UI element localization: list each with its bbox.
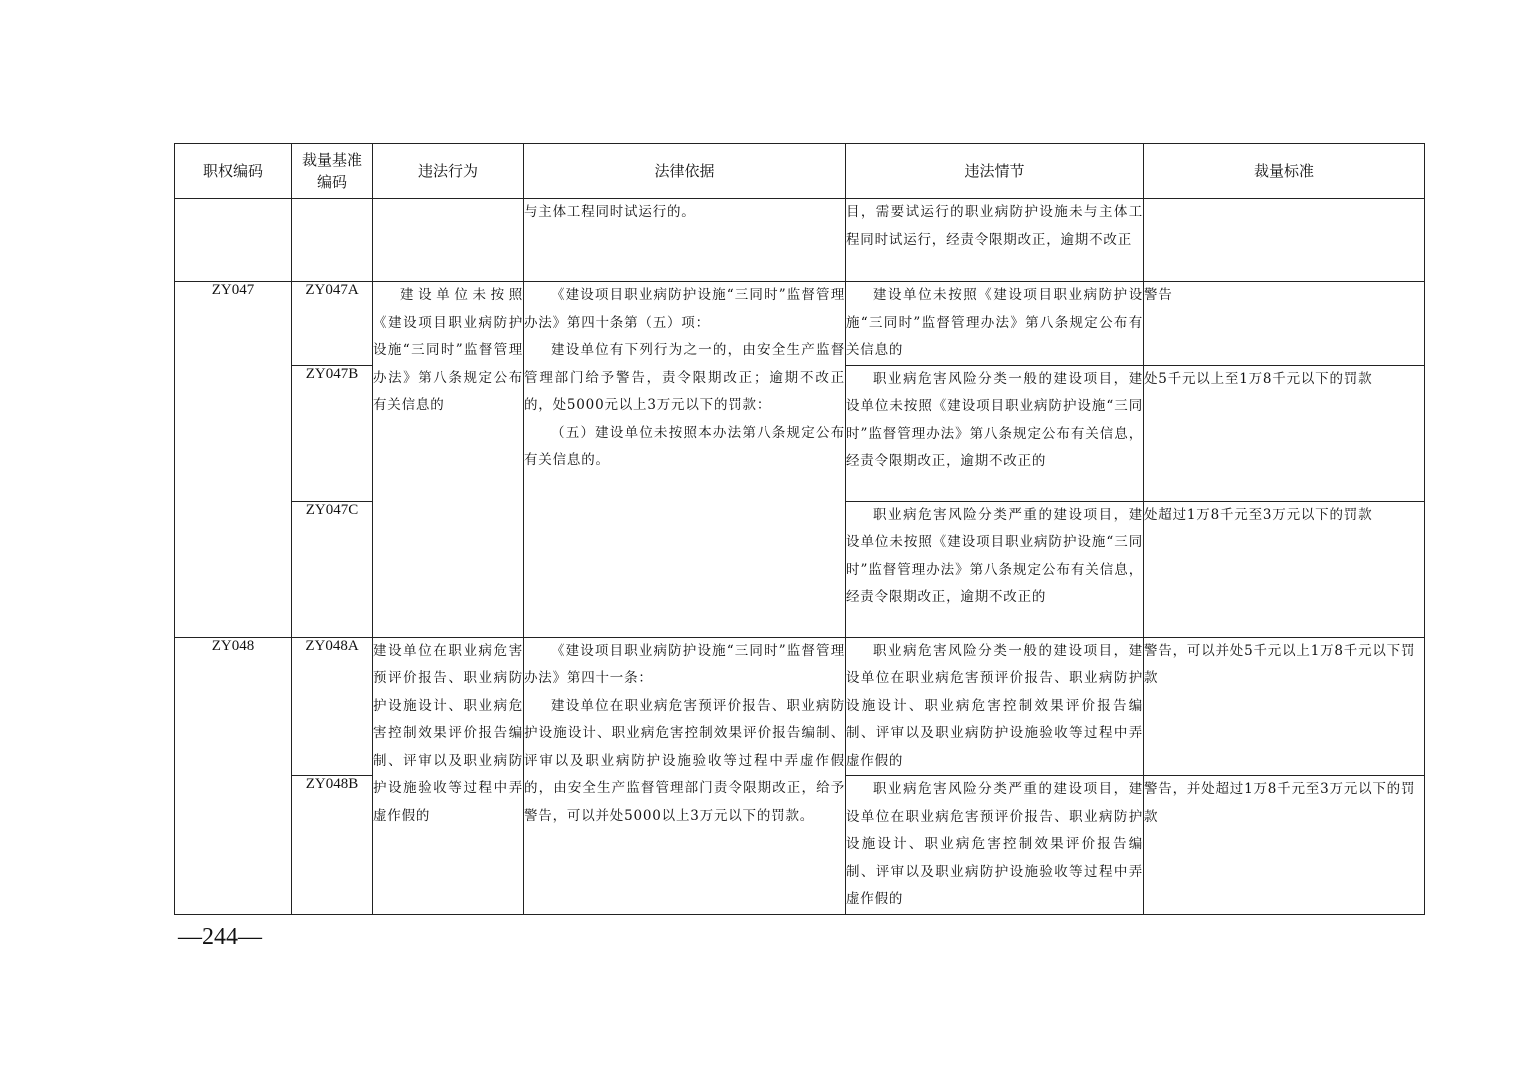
benchmark-code-cell: ZY047C [292, 501, 373, 637]
table-row [175, 282, 1425, 366]
standard-cell: 警告，并处超过1万8千元至3万元以下的罚款 [1144, 776, 1425, 915]
header-legal-basis: 法律依据 [524, 144, 846, 199]
table-row [175, 199, 1425, 282]
legal-basis-cell: 与主体工程同时试运行的。 [524, 199, 846, 282]
cell-empty [1144, 199, 1425, 282]
cell-empty [373, 199, 524, 282]
header-authority-code: 职权编码 [175, 144, 292, 199]
circumstance-cell [846, 365, 1144, 501]
header-row [175, 144, 1425, 199]
circumstance-text: 职业病危害风险分类严重的建设项目，建设单位未按照《建设项目职业病防护设施“三同时”监督管理办法》第八条规定公布有关信息，经责令限期改正，逾期不改正的 [846, 506, 1143, 605]
table-row [175, 637, 1425, 776]
page-number: —244— [178, 924, 262, 950]
header-standard: 裁量标准 [1144, 144, 1425, 199]
circumstance-cell [846, 637, 1144, 776]
circumstance-cell [846, 776, 1144, 915]
legal-basis-para: 建设单位在职业病危害预评价报告、职业病防护设施设计、职业病危害控制效果评价报告编制、评审以及职业病防护设施验收等过程中弄虚作假的，由安全生产监督管理部门责令限期改正，给予警告，可以并处5000以上3万元以下的罚款。 [524, 697, 845, 824]
benchmark-code-cell: ZY048B [292, 776, 373, 915]
circumstance-text: 职业病危害风险分类一般的建设项目，建设单位在职业病危害预评价报告、职业病防护设施设计、职业病危害控制效果评价报告编制、评审以及职业病防护设施验收等过程中弄虚作假的 [846, 642, 1143, 769]
circumstance-text: 职业病危害风险分类严重的建设项目，建设单位在职业病危害预评价报告、职业病防护设施设计、职业病危害控制效果评价报告编制、评审以及职业病防护设施验收等过程中弄虚作假的 [846, 781, 1143, 907]
legal-basis-cell [524, 282, 846, 638]
violation-cell [373, 637, 524, 914]
benchmark-code-cell: ZY048A [292, 637, 373, 776]
legal-basis-cell [524, 637, 846, 914]
standard-cell: 处5千元以上至1万8千元以下的罚款 [1144, 365, 1425, 501]
legal-basis-para: 《建设项目职业病防护设施“三同时”监督管理办法》第四十条第（五）项： [524, 287, 845, 331]
header-circumstance: 违法情节 [846, 144, 1144, 199]
benchmark-code-cell: ZY047A [292, 282, 373, 366]
standard-cell: 警告，可以并处5千元以上1万8千元以下罚款 [1144, 637, 1425, 776]
circumstance-cell [846, 501, 1144, 637]
enforcement-table [174, 143, 1425, 915]
header-violation: 违法行为 [373, 144, 524, 199]
legal-basis-para: （五）建设单位未按照本办法第八条规定公布有关信息的。 [524, 424, 845, 468]
authority-code-cell: ZY048 [175, 637, 292, 914]
header-benchmark-code: 裁量基准 编码 [292, 144, 373, 199]
authority-code-cell: ZY047 [175, 282, 292, 638]
circumstance-text: 职业病危害风险分类一般的建设项目，建设单位未按照《建设项目职业病防护设施“三同时”监督管理办法》第八条规定公布有关信息，经责令限期改正，逾期不改正的 [846, 370, 1143, 469]
legal-basis-para: 建设单位有下列行为之一的，由安全生产监督管理部门给予警告，责令限期改正；逾期不改正的，处5000元以上3万元以下的罚款： [524, 342, 845, 413]
standard-cell: 警告 [1144, 282, 1425, 366]
violation-text: 建设单位未按照《建设项目职业病防护设施“三同时”监督管理办法》第八条规定公布有关信息的 [373, 287, 523, 413]
violation-text: 建设单位在职业病危害预评价报告、职业病防护设施设计、职业病危害控制效果评价报告编制、评审以及职业病防护设施验收等过程中弄虚作假的 [373, 642, 523, 824]
standard-cell: 处超过1万8千元至3万元以下的罚款 [1144, 501, 1425, 637]
circumstance-cell: 目，需要试运行的职业病防护设施未与主体工程同时试运行，经责令限期改正，逾期不改正 [846, 199, 1144, 282]
circumstance-cell [846, 282, 1144, 366]
benchmark-code-cell: ZY047B [292, 365, 373, 501]
cell-empty [175, 199, 292, 282]
cell-empty [292, 199, 373, 282]
circumstance-text: 建设单位未按照《建设项目职业病防护设施“三同时”监督管理办法》第八条规定公布有关信息的 [846, 287, 1143, 358]
violation-cell [373, 282, 524, 638]
legal-basis-para: 《建设项目职业病防护设施“三同时”监督管理办法》第四十一条： [524, 642, 845, 686]
